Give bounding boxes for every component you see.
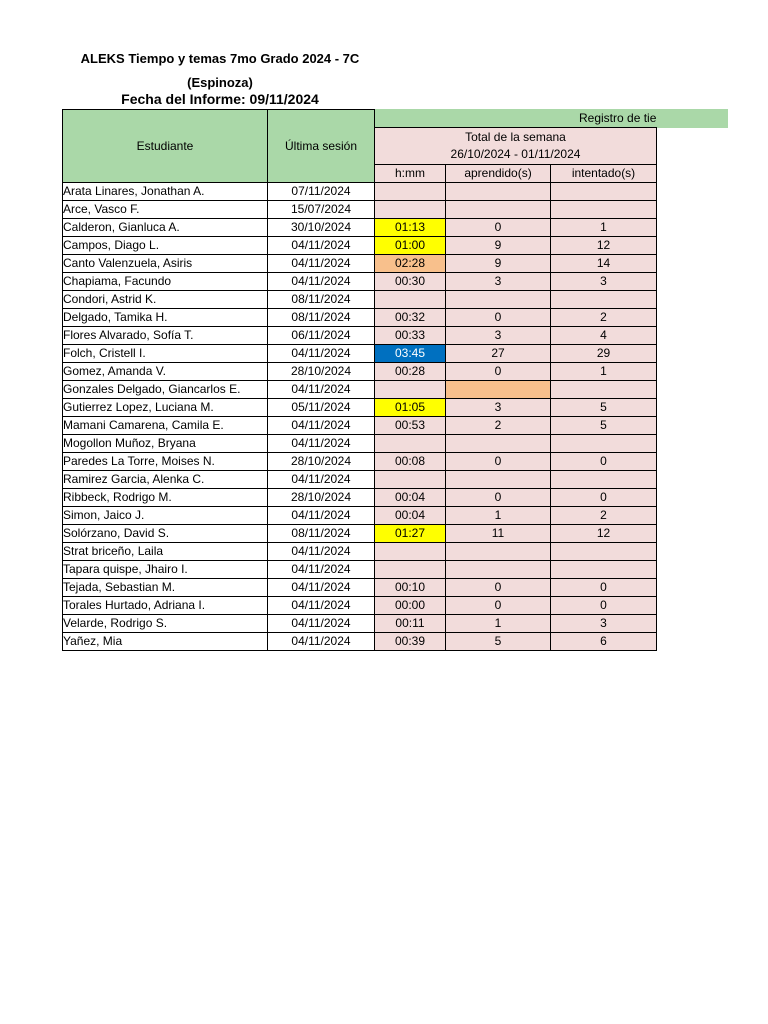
- topics-learned-cell: 0: [446, 597, 551, 615]
- last-session-cell: 04/11/2024: [268, 417, 375, 435]
- student-name-cell: Folch, Cristell I.: [63, 345, 268, 363]
- time-hmm-cell: 00:28: [375, 363, 446, 381]
- last-session-cell: 04/11/2024: [268, 597, 375, 615]
- topics-attempted-cell: [551, 435, 657, 453]
- last-session-cell: 04/11/2024: [268, 273, 375, 291]
- table-row: [63, 543, 657, 561]
- topics-attempted-cell: 5: [551, 417, 657, 435]
- topics-attempted-cell: 14: [551, 255, 657, 273]
- topics-learned-cell: 0: [446, 309, 551, 327]
- student-name-cell: Flores Alvarado, Sofía T.: [63, 327, 268, 345]
- last-session-cell: 05/11/2024: [268, 399, 375, 417]
- topics-attempted-cell: 1: [551, 363, 657, 381]
- topics-attempted-cell: [551, 543, 657, 561]
- topics-learned-cell: [446, 471, 551, 489]
- time-hmm-cell: 01:05: [375, 399, 446, 417]
- student-name-cell: Mogollon Muñoz, Bryana: [63, 435, 268, 453]
- topics-attempted-cell: 0: [551, 453, 657, 471]
- table-row: [63, 579, 657, 597]
- time-hmm-cell: [375, 471, 446, 489]
- table-row: [63, 471, 657, 489]
- time-hmm-cell: 00:04: [375, 489, 446, 507]
- student-time-table: [62, 109, 657, 651]
- table-row: [63, 345, 657, 363]
- topics-learned-cell: 0: [446, 453, 551, 471]
- student-name-cell: Simon, Jaico J.: [63, 507, 268, 525]
- topics-learned-cell: 3: [446, 327, 551, 345]
- topics-attempted-cell: [551, 183, 657, 201]
- table-row: [63, 489, 657, 507]
- topics-attempted-cell: [551, 201, 657, 219]
- student-name-cell: Gonzales Delgado, Giancarlos E.: [63, 381, 268, 399]
- table-row: [63, 237, 657, 255]
- time-hmm-cell: 00:10: [375, 579, 446, 597]
- last-session-cell: 08/11/2024: [268, 291, 375, 309]
- student-name-cell: Ribbeck, Rodrigo M.: [63, 489, 268, 507]
- student-name-cell: Campos, Diago L.: [63, 237, 268, 255]
- time-hmm-cell: 00:08: [375, 453, 446, 471]
- table-row: [63, 273, 657, 291]
- last-session-cell: 04/11/2024: [268, 561, 375, 579]
- time-hmm-cell: 00:32: [375, 309, 446, 327]
- student-name-cell: Yañez, Mia: [63, 633, 268, 651]
- student-name-cell: Chapiama, Facundo: [63, 273, 268, 291]
- table-row: [63, 327, 657, 345]
- time-hmm-cell: 00:33: [375, 327, 446, 345]
- student-name-cell: Arce, Vasco F.: [63, 201, 268, 219]
- header-attempted: intentado(s): [551, 165, 657, 183]
- time-hmm-cell: 03:45: [375, 345, 446, 363]
- topics-attempted-cell: 4: [551, 327, 657, 345]
- student-name-cell: Solórzano, David S.: [63, 525, 268, 543]
- last-session-cell: 28/10/2024: [268, 489, 375, 507]
- student-name-cell: Calderon, Gianluca A.: [63, 219, 268, 237]
- topics-attempted-cell: 0: [551, 489, 657, 507]
- student-name-cell: Canto Valenzuela, Asiris: [63, 255, 268, 273]
- topics-attempted-cell: [551, 291, 657, 309]
- topics-attempted-cell: 0: [551, 579, 657, 597]
- last-session-cell: 04/11/2024: [268, 381, 375, 399]
- header-hmm: h:mm: [375, 165, 446, 183]
- time-hmm-cell: 00:53: [375, 417, 446, 435]
- table-row: [63, 219, 657, 237]
- topics-attempted-cell: 2: [551, 507, 657, 525]
- topics-learned-cell: 9: [446, 237, 551, 255]
- table-row: [63, 435, 657, 453]
- topics-learned-cell: [446, 183, 551, 201]
- topics-attempted-cell: 3: [551, 615, 657, 633]
- time-hmm-cell: 00:11: [375, 615, 446, 633]
- topics-learned-cell: 0: [446, 489, 551, 507]
- topics-learned-cell: 1: [446, 615, 551, 633]
- topics-attempted-cell: 2: [551, 309, 657, 327]
- student-name-cell: Tejada, Sebastian M.: [63, 579, 268, 597]
- table-row: [63, 525, 657, 543]
- last-session-cell: 08/11/2024: [268, 309, 375, 327]
- topics-learned-cell: [446, 435, 551, 453]
- time-log-band-label: Registro de tie: [579, 111, 657, 125]
- topics-attempted-cell: 29: [551, 345, 657, 363]
- topics-attempted-cell: 3: [551, 273, 657, 291]
- last-session-cell: 04/11/2024: [268, 579, 375, 597]
- last-session-cell: 04/11/2024: [268, 543, 375, 561]
- table-row: [63, 633, 657, 651]
- table-row: [63, 381, 657, 399]
- student-name-cell: Ramirez Garcia, Alenka C.: [63, 471, 268, 489]
- table-row: [63, 561, 657, 579]
- last-session-cell: 04/11/2024: [268, 615, 375, 633]
- student-name-cell: Gutierrez Lopez, Luciana M.: [63, 399, 268, 417]
- last-session-cell: 28/10/2024: [268, 363, 375, 381]
- last-session-cell: 15/07/2024: [268, 201, 375, 219]
- student-name-cell: Velarde, Rodrigo S.: [63, 615, 268, 633]
- topics-learned-cell: 9: [446, 255, 551, 273]
- topics-learned-cell: 11: [446, 525, 551, 543]
- topics-attempted-cell: 5: [551, 399, 657, 417]
- header-last-session: Última sesión: [268, 110, 375, 183]
- topics-learned-cell: [446, 543, 551, 561]
- topics-learned-cell: [446, 201, 551, 219]
- last-session-cell: 04/11/2024: [268, 471, 375, 489]
- last-session-cell: 04/11/2024: [268, 237, 375, 255]
- last-session-cell: 04/11/2024: [268, 345, 375, 363]
- header-week-total: [375, 128, 657, 165]
- header-student: Estudiante: [63, 110, 268, 183]
- time-hmm-cell: [375, 183, 446, 201]
- header-learned: aprendido(s): [446, 165, 551, 183]
- table-row: [63, 453, 657, 471]
- topics-attempted-cell: 12: [551, 525, 657, 543]
- student-name-cell: Delgado, Tamika H.: [63, 309, 268, 327]
- time-hmm-cell: 01:27: [375, 525, 446, 543]
- last-session-cell: 06/11/2024: [268, 327, 375, 345]
- topics-learned-cell: 1: [446, 507, 551, 525]
- topics-learned-cell: [446, 291, 551, 309]
- topics-attempted-cell: 12: [551, 237, 657, 255]
- topics-attempted-cell: [551, 471, 657, 489]
- topics-learned-cell: 0: [446, 363, 551, 381]
- topics-learned-cell: [446, 381, 551, 399]
- time-hmm-cell: 00:00: [375, 597, 446, 615]
- table-row: [63, 201, 657, 219]
- table-row: [63, 363, 657, 381]
- topics-attempted-cell: [551, 381, 657, 399]
- topics-learned-cell: 3: [446, 399, 551, 417]
- last-session-cell: 28/10/2024: [268, 453, 375, 471]
- topics-learned-cell: 0: [446, 579, 551, 597]
- time-hmm-cell: 01:13: [375, 219, 446, 237]
- student-name-cell: Mamani Camarena, Camila E.: [63, 417, 268, 435]
- table-row: [63, 507, 657, 525]
- last-session-cell: 30/10/2024: [268, 219, 375, 237]
- time-hmm-cell: 01:00: [375, 237, 446, 255]
- last-session-cell: 04/11/2024: [268, 255, 375, 273]
- week-total-label: Total de la semana: [465, 130, 566, 144]
- topics-learned-cell: 3: [446, 273, 551, 291]
- time-hmm-cell: 00:39: [375, 633, 446, 651]
- report-date: Fecha del Informe: 09/11/2024: [121, 91, 319, 107]
- table-row: [63, 597, 657, 615]
- time-hmm-cell: 00:30: [375, 273, 446, 291]
- last-session-cell: 04/11/2024: [268, 507, 375, 525]
- table-row: [63, 309, 657, 327]
- week-range-label: 26/10/2024 - 01/11/2024: [450, 147, 581, 161]
- topics-learned-cell: 5: [446, 633, 551, 651]
- student-name-cell: Condori, Astrid K.: [63, 291, 268, 309]
- last-session-cell: 04/11/2024: [268, 435, 375, 453]
- time-hmm-cell: 02:28: [375, 255, 446, 273]
- last-session-cell: 07/11/2024: [268, 183, 375, 201]
- last-session-cell: 08/11/2024: [268, 525, 375, 543]
- table-row: [63, 615, 657, 633]
- time-hmm-cell: [375, 561, 446, 579]
- time-hmm-cell: [375, 201, 446, 219]
- student-name-cell: Strat briceño, Laila: [63, 543, 268, 561]
- report-title-line2: (Espinoza): [187, 75, 253, 90]
- topics-learned-cell: [446, 561, 551, 579]
- student-name-cell: Arata Linares, Jonathan A.: [63, 183, 268, 201]
- time-hmm-cell: 00:04: [375, 507, 446, 525]
- table-row: [63, 183, 657, 201]
- report-title-line1: ALEKS Tiempo y temas 7mo Grado 2024 - 7C: [80, 51, 360, 66]
- time-hmm-cell: [375, 543, 446, 561]
- student-name-cell: Paredes La Torre, Moises N.: [63, 453, 268, 471]
- topics-attempted-cell: [551, 561, 657, 579]
- table-row: [63, 417, 657, 435]
- time-hmm-cell: [375, 291, 446, 309]
- topics-learned-cell: 0: [446, 219, 551, 237]
- time-hmm-cell: [375, 435, 446, 453]
- student-name-cell: Torales Hurtado, Adriana I.: [63, 597, 268, 615]
- topics-attempted-cell: 6: [551, 633, 657, 651]
- time-hmm-cell: [375, 381, 446, 399]
- topics-attempted-cell: 0: [551, 597, 657, 615]
- topics-learned-cell: 27: [446, 345, 551, 363]
- table-row: [63, 255, 657, 273]
- student-name-cell: Tapara quispe, Jhairo I.: [63, 561, 268, 579]
- topics-attempted-cell: 1: [551, 219, 657, 237]
- student-name-cell: Gomez, Amanda V.: [63, 363, 268, 381]
- last-session-cell: 04/11/2024: [268, 633, 375, 651]
- topics-learned-cell: 2: [446, 417, 551, 435]
- table-row: [63, 399, 657, 417]
- table-row: [63, 291, 657, 309]
